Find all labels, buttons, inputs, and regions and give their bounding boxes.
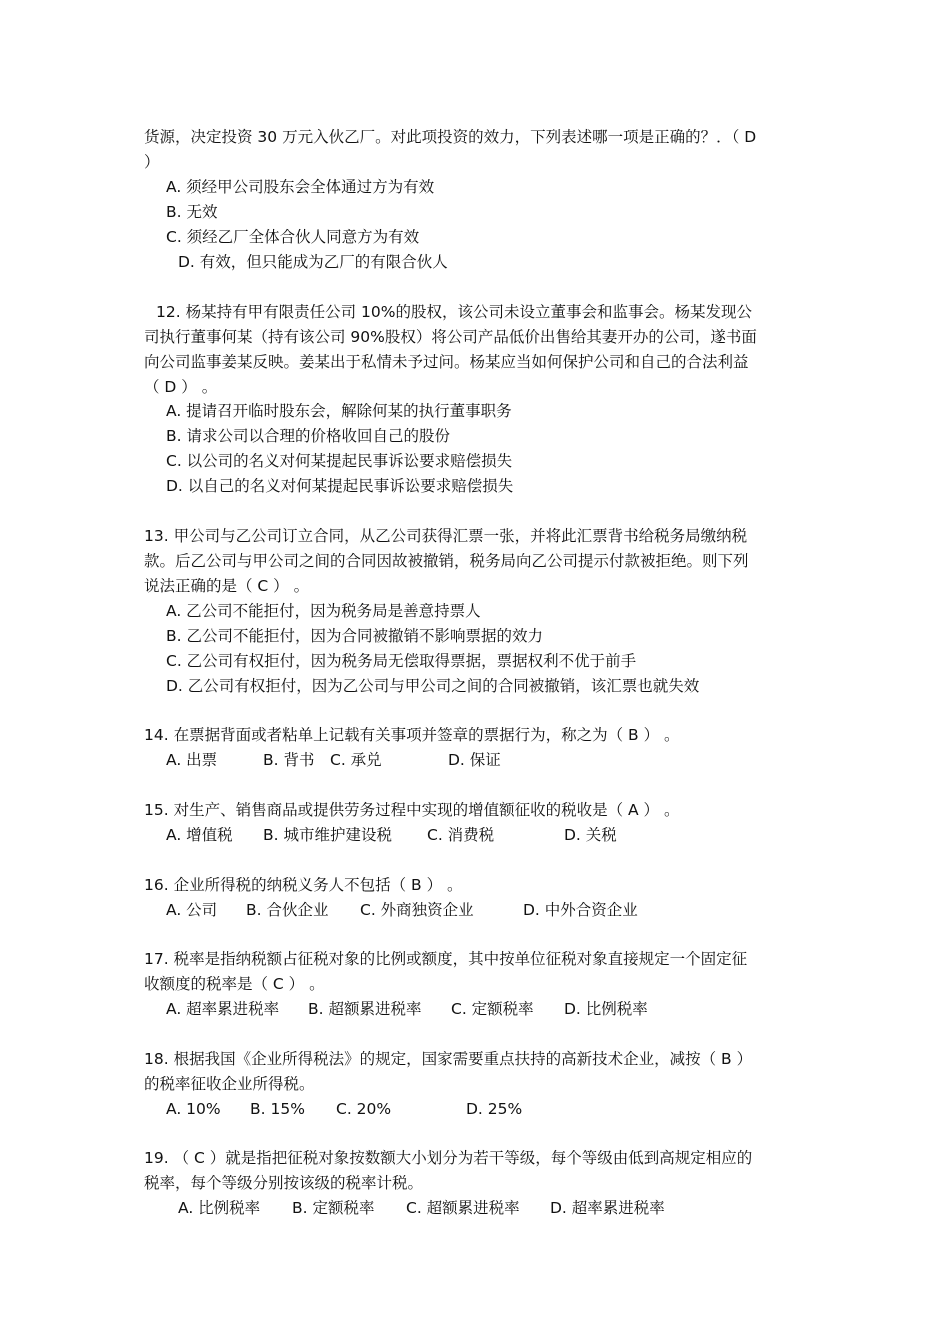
- q18-option-b: B. 15%: [250, 1100, 305, 1118]
- q11-stem-line-1: 货源，决定投资 30 万元入伙乙厂。对此项投资的效力，下列表述哪一项是正确的？．（ D: [144, 128, 757, 146]
- q16-option-d: D. 中外合资企业: [523, 901, 638, 919]
- q15-option-d: D. 关税: [564, 826, 617, 844]
- q16-option-c: C. 外商独资企业: [360, 901, 474, 919]
- q11-option-b: B. 无效: [166, 203, 218, 221]
- q11-stem-line-2: ）: [144, 153, 160, 171]
- q18-option-c: C. 20%: [336, 1100, 392, 1118]
- q19-stem-line-1: 19. （ C ）就是指把征税对象按数额大小划分为若干等级，每个等级由低到高规定相应的: [144, 1149, 753, 1167]
- q18-option-a: A. 10%: [166, 1100, 221, 1118]
- q16-stem: 16. 企业所得税的纳税义务人不包括（ B ） 。: [144, 876, 463, 894]
- q12-stem-line-4: （ D ） 。: [144, 378, 218, 396]
- q19-stem-line-2: 税率，每个等级分别按该级的税率计税。: [144, 1174, 424, 1192]
- q19-option-a: A. 比例税率: [178, 1199, 261, 1217]
- q19-option-b: B. 定额税率: [292, 1199, 375, 1217]
- q11-option-d: D. 有效，但只能成为乙厂的有限合伙人: [178, 253, 448, 271]
- q12-option-c: C. 以公司的名义对何某提起民事诉讼要求赔偿损失: [166, 452, 513, 470]
- q11-option-a: A. 须经甲公司股东会全体通过方为有效: [166, 178, 435, 196]
- q15-option-a: A. 增值税: [166, 826, 233, 844]
- q15-options: [166, 823, 617, 848]
- q17-stem-line-1: 17. 税率是指纳税额占征税对象的比例或额度，其中按单位征税对象直接规定一个固定征: [144, 950, 748, 968]
- q17-option-a: A. 超率累进税率: [166, 1000, 280, 1018]
- q18-option-d: D. 25%: [466, 1100, 523, 1118]
- q12-option-a: A. 提请召开临时股东会，解除何某的执行董事职务: [166, 402, 512, 420]
- q13-option-c: C. 乙公司有权拒付，因为税务局无偿取得票据，票据权利不优于前手: [166, 652, 637, 670]
- q16-option-b: B. 合伙企业: [246, 901, 329, 919]
- q17-option-b: B. 超额累进税率: [308, 1000, 422, 1018]
- q18-stem-line-2: 的税率征收企业所得税。: [144, 1075, 315, 1093]
- q14-option-c: C. 承兑: [330, 751, 382, 769]
- q19-option-c: C. 超额累进税率: [406, 1199, 520, 1217]
- q13-stem-line-3: 说法正确的是（ C ） 。: [144, 577, 310, 595]
- q13-option-b: B. 乙公司不能拒付，因为合同被撤销不影响票据的效力: [166, 627, 543, 645]
- q19-option-d: D. 超率累进税率: [550, 1199, 665, 1217]
- q14-option-d: D. 保证: [448, 751, 501, 769]
- q18-options: [166, 1097, 522, 1122]
- q16-options: [166, 898, 638, 923]
- q13-option-d: D. 乙公司有权拒付，因为乙公司与甲公司之间的合同被撤销，该汇票也就失效: [166, 677, 700, 695]
- q14-option-a: A. 出票: [166, 751, 218, 769]
- q14-options: [166, 748, 501, 773]
- q14-stem: 14. 在票据背面或者粘单上记载有关事项并签章的票据行为，称之为（ B ） 。: [144, 726, 680, 744]
- q12-option-b: B. 请求公司以合理的价格收回自己的股份: [166, 427, 450, 445]
- q15-option-b: B. 城市维护建设税: [263, 826, 392, 844]
- q12-stem-line-1: 12. 杨某持有甲有限责任公司 10%的股权，该公司未设立董事会和监事会。杨某发现公: [156, 303, 752, 321]
- q12-stem-line-2: 司执行董事何某（持有该公司 90%股权）将公司产品低价出售给其妻开办的公司，遂书面: [144, 328, 757, 346]
- q17-option-c: C. 定额税率: [451, 1000, 534, 1018]
- q15-stem: 15. 对生产、销售商品或提供劳务过程中实现的增值额征收的税收是（ A ） 。: [144, 801, 680, 819]
- q17-options: [166, 997, 648, 1022]
- q11-option-c: C. 须经乙厂全体合伙人同意方为有效: [166, 228, 420, 246]
- q14-option-b: B. 背书: [263, 751, 315, 769]
- q19-options: [178, 1196, 665, 1221]
- q17-stem-line-2: 收额度的税率是（ C ） 。: [144, 975, 325, 993]
- q12-option-d: D. 以自己的名义对何某提起民事诉讼要求赔偿损失: [166, 477, 514, 495]
- q12-stem-line-3: 向公司监事姜某反映。姜某出于私情未予过问。杨某应当如何保护公司和自己的合法利益: [144, 353, 749, 371]
- q17-option-d: D. 比例税率: [564, 1000, 648, 1018]
- q16-option-a: A. 公司: [166, 901, 218, 919]
- q13-stem-line-2: 款。后乙公司与甲公司之间的合同因故被撤销，税务局向乙公司提示付款被拒绝。则下列: [144, 552, 749, 570]
- q13-stem-line-1: 13. 甲公司与乙公司订立合同，从乙公司获得汇票一张，并将此汇票背书给税务局缴纳税: [144, 527, 748, 545]
- q15-option-c: C. 消费税: [427, 826, 495, 844]
- q13-option-a: A. 乙公司不能拒付，因为税务局是善意持票人: [166, 602, 481, 620]
- q18-stem-line-1: 18. 根据我国《企业所得税法》的规定，国家需要重点扶持的高新技术企业，减按（ B ）: [144, 1050, 753, 1068]
